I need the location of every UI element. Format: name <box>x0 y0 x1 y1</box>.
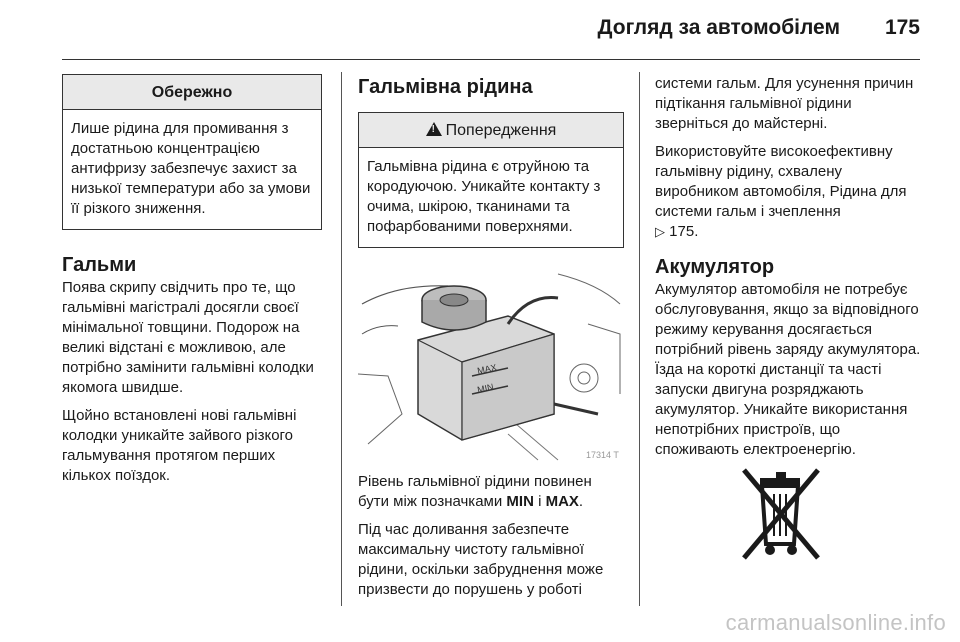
page-reference-icon: ▷ <box>655 224 665 239</box>
reservoir-illustration <box>358 264 624 464</box>
footer-watermark[interactable]: carmanualsonline.info <box>725 610 946 635</box>
column-divider-2 <box>639 72 640 606</box>
crossed-bin-icon <box>736 464 826 564</box>
battery-paragraph: Акумулятор автомобіля не потребує обслуговування, якщо за відповідного режиму керування досягається потрібний рівень заряду акумулятора. Їзда на короткі дистанції та часті запуски двигуна розряджають акумулятор. Уникайте використання непотрібних пристроїв, що споживають електроенергію. <box>655 281 921 458</box>
max-label: MAX <box>545 493 579 510</box>
warning-triangle-icon <box>426 122 442 136</box>
page-reference[interactable]: 175. <box>669 223 699 240</box>
min-mark-label: MIN <box>476 381 495 395</box>
figure-code: 17314 T <box>586 450 619 460</box>
warning-text: Гальмівна рідина є отруйною та кородуючою. Уникайте контакту з очима, шкірою, тканинами та пофарбованими поверхнями. <box>367 158 601 235</box>
page-number: 175 <box>884 16 920 39</box>
column-1 <box>62 74 322 486</box>
warning-heading: Попередження <box>445 122 557 139</box>
brake-fluid-heading: Гальмівна рідина <box>358 76 533 98</box>
min-label: MIN <box>506 493 534 510</box>
recommendation-paragraph: Використовуйте високоефективну гальмівну рідину, схвалену виробником автомобіля, Рідина для системи гальм і зчеплення ▷ 175. <box>655 143 907 240</box>
brake-fluid-reservoir-figure <box>358 264 624 464</box>
warning-box <box>358 112 624 248</box>
max-mark-label: MAX <box>476 362 498 376</box>
caution-box <box>62 74 322 230</box>
caution-text: Лише рідина для промивання з достатньою концентрацією антифризу забезпечує захист за низької температури або за умови її різкого зниження. <box>71 120 311 217</box>
warning-header <box>359 113 623 148</box>
brakes-paragraph-1: Поява скрипу свідчить про те, що гальмівні магістралі досягли своєї мінімальної товщини. Подорож на великі відстані є можливою, але потрібно замінити гальмівні колодки якомога швидше. <box>62 279 314 396</box>
brakes-heading: Гальми <box>62 254 137 276</box>
brakes-paragraph-2: Щойно встановлені нові гальмівні колодки уникайте зайвого різкого гальмування протягом перших кількох поїздок. <box>62 407 297 484</box>
battery-heading: Акумулятор <box>655 256 775 278</box>
header-rule <box>62 59 920 60</box>
fluid-level-paragraph: Рівень гальмівної рідини повинен бути між позначками MIN і MAX. <box>358 473 592 510</box>
continuation-paragraph: системи гальм. Для усунення причин підтікання гальмівної рідини зверніться до майстерні. <box>655 75 914 132</box>
cleanliness-paragraph: Під час доливання забезпечте максимальну чистоту гальмівної рідини, оскільки забруднення може призвести до порушень у роботі <box>358 521 604 598</box>
column-2 <box>358 74 624 600</box>
column-3 <box>655 74 925 460</box>
header-title: Догляд за автомобілем <box>597 16 840 39</box>
column-divider-1 <box>341 72 342 606</box>
caution-heading: Обережно <box>63 75 321 110</box>
